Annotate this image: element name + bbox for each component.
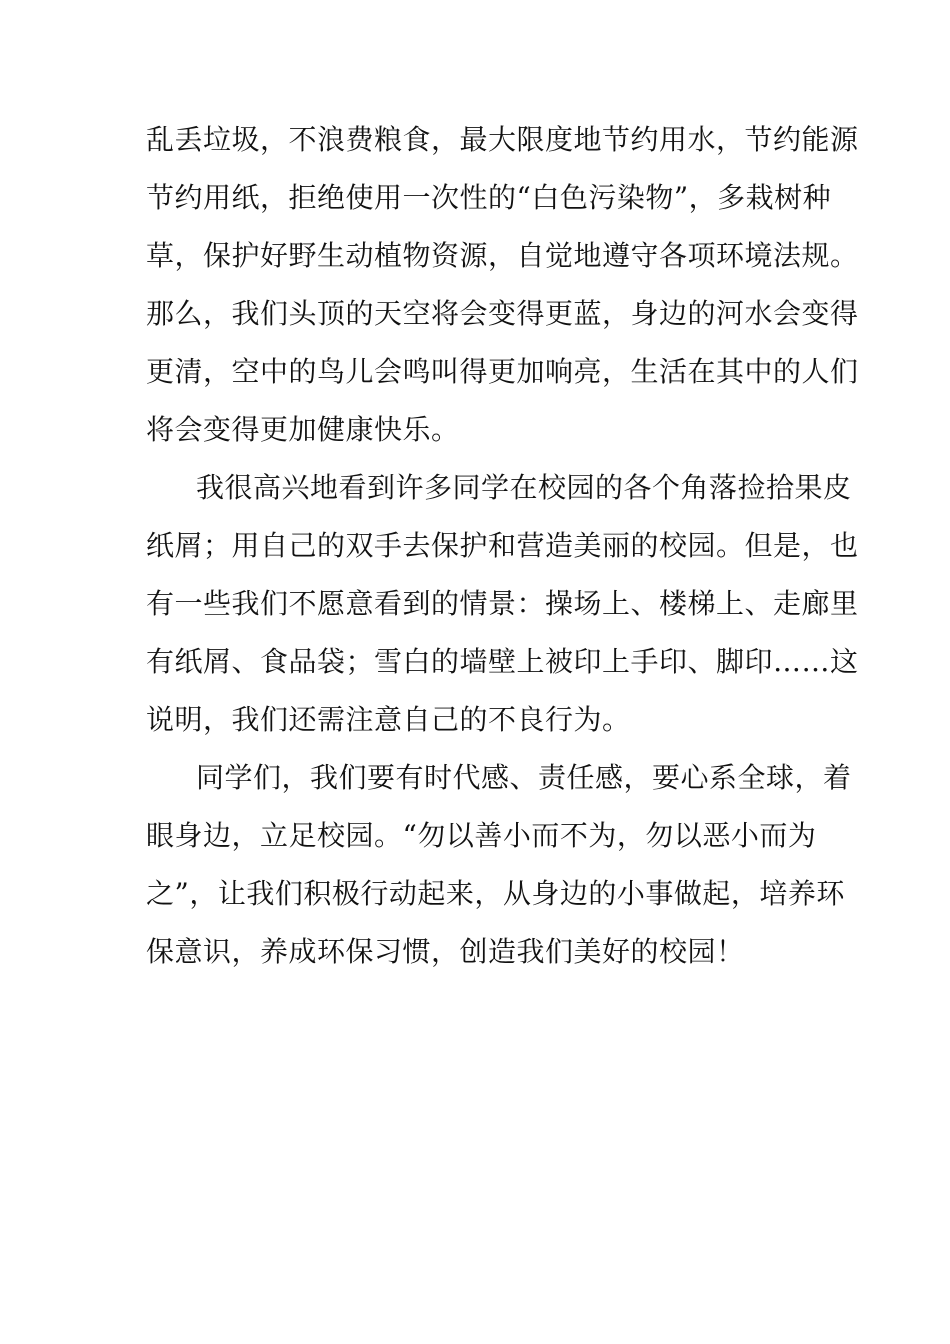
paragraph-2-line-4: 有纸屑、食品袋；雪白的墙壁上被印上手印、脚印……这 — [146, 645, 859, 678]
paragraph-3-line-2: 眼身边，立足校园。“勿以善小而不为，勿以恶小而为 — [146, 819, 817, 852]
paragraph-2-line-2: 纸屑；用自己的双手去保护和营造美丽的校园。但是，也 — [146, 529, 859, 562]
paragraph-1-line-3: 草，保护好野生动植物资源，自觉地遵守各项环境法规。 — [146, 239, 859, 272]
paragraph-1-line-6: 将会变得更加健康快乐。 — [146, 413, 460, 446]
paragraph-1-line-5: 更清，空中的鸟儿会鸣叫得更加响亮，生活在其中的人们 — [146, 355, 859, 388]
paragraph-1-line-2: 节约用纸，拒绝使用一次性的“白色污染物”，多栽树种 — [146, 181, 832, 214]
paragraph-3-line-1: 同学们，我们要有时代感、责任感，要心系全球，着 — [196, 761, 852, 794]
paragraph-2-line-1: 我很高兴地看到许多同学在校园的各个角落捡拾果皮 — [196, 471, 852, 504]
paragraph-1-line-4: 那么，我们头顶的天空将会变得更蓝，身边的河水会变得 — [146, 297, 859, 330]
paragraph-1-line-1: 乱丢垃圾，不浪费粮食，最大限度地节约用水，节约能源 — [146, 123, 859, 156]
paragraph-3-line-3: 之”，让我们积极行动起来，从身边的小事做起，培养环 — [146, 877, 845, 910]
paragraph-3-line-4: 保意识，养成环保习惯，创造我们美好的校园！ — [146, 935, 745, 968]
paragraph-2-line-5: 说明，我们还需注意自己的不良行为。 — [146, 703, 631, 736]
paragraph-2-line-3: 有一些我们不愿意看到的情景：操场上、楼梯上、走廊里 — [146, 587, 859, 620]
